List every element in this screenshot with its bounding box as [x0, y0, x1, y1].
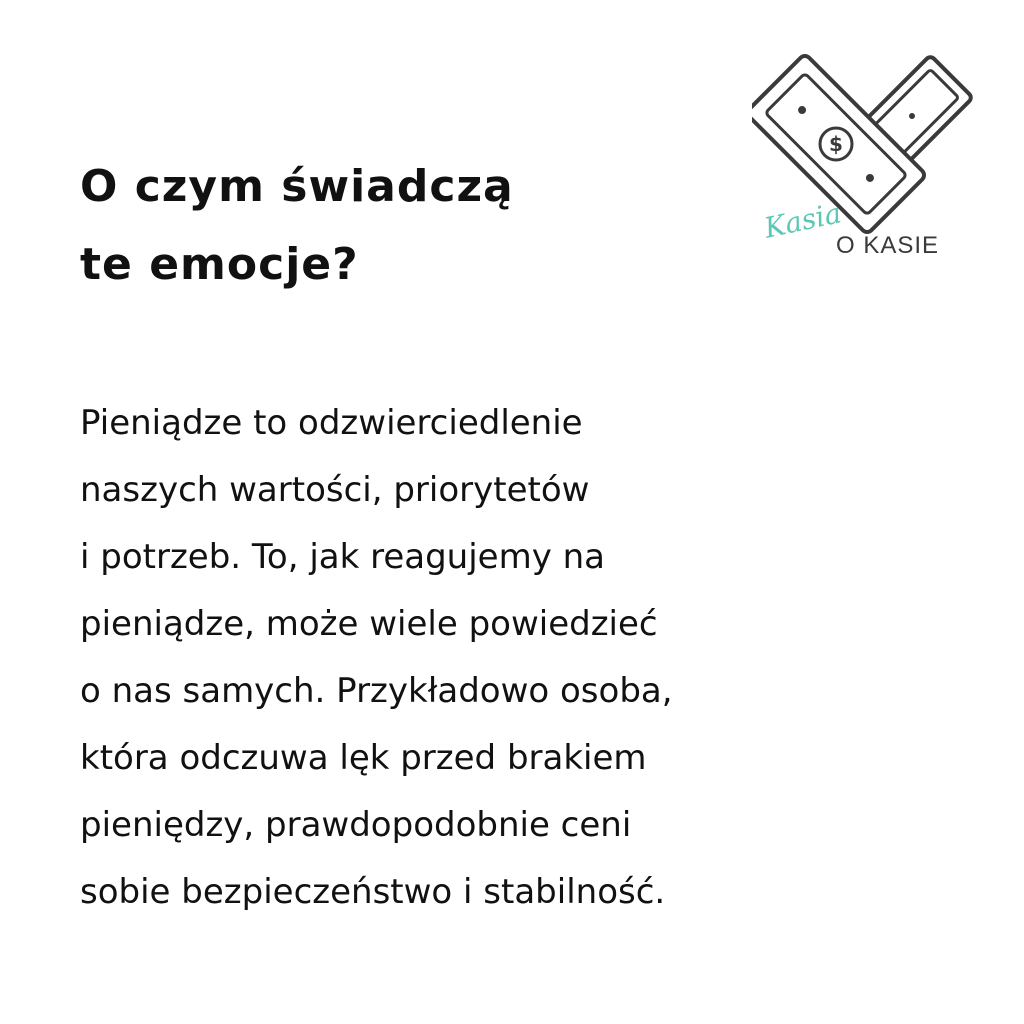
body-line: sobie bezpieczeństwo i stabilność. [80, 872, 666, 912]
title-line: te emocje? [80, 239, 359, 290]
body-line: o nas samych. Przykładowo osoba, [80, 671, 673, 711]
brand-caption: O KASIE [836, 232, 940, 259]
svg-text:$: $ [829, 132, 843, 156]
title-line: O czym świadczą [80, 161, 514, 212]
brand-script-text: Kasia [761, 196, 845, 245]
body-line: i potrzeb. To, jak reagujemy na [80, 537, 606, 577]
body-line: naszych wartości, priorytetów [80, 470, 590, 510]
body-paragraph [80, 390, 673, 926]
brand-logo [752, 48, 978, 268]
body-line: pieniędzy, prawdopodobnie ceni [80, 805, 632, 845]
body-line: pieniądze, może wiele powiedzieć [80, 604, 658, 644]
page-title [80, 148, 514, 304]
body-line: która odczuwa lęk przed brakiem [80, 738, 647, 778]
body-line: Pieniądze to odzwierciedlenie [80, 403, 583, 443]
